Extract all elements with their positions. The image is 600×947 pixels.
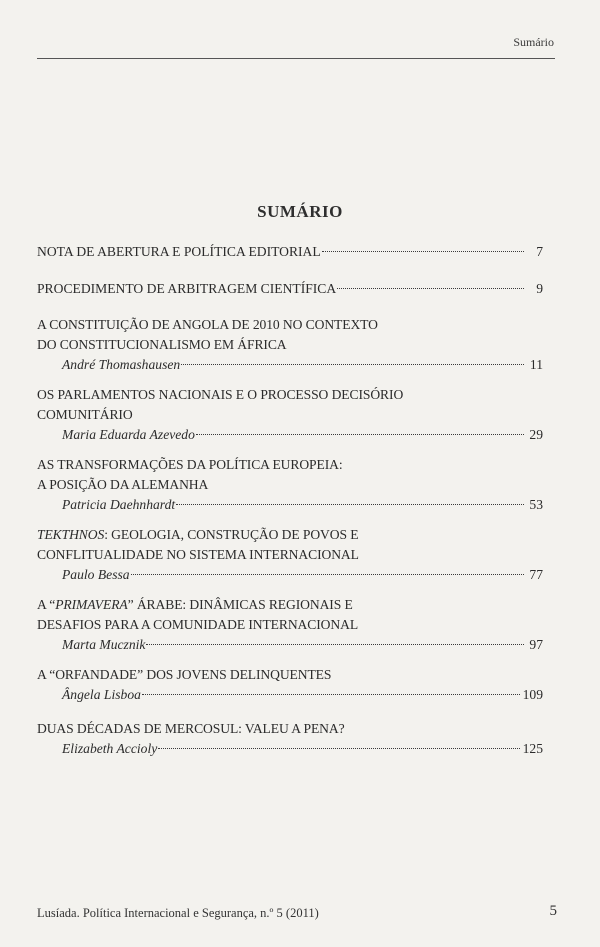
- leader-dots: [146, 644, 524, 645]
- leader-dots: [176, 504, 524, 505]
- toc-entry-author: Ângela Lisboa: [62, 687, 141, 702]
- leader-dots: [196, 434, 524, 435]
- toc-entry-title: NOTA DE ABERTURA E POLÍTICA EDITORIAL: [37, 244, 321, 259]
- leader-dots: [158, 748, 519, 749]
- toc-entry-title-line: A CONSTITUIÇÃO DE ANGOLA DE 2010 NO CONTEXTO: [37, 317, 378, 332]
- toc-page-number: 11: [529, 357, 543, 372]
- leader-dots: [322, 251, 524, 252]
- toc-entry-title-line: DO CONSTITUCIONALISMO EM ÁFRICA: [37, 337, 287, 352]
- toc-entry-author: Elizabeth Accioly: [62, 741, 158, 756]
- toc-entry-title: PROCEDIMENTO DE ARBITRAGEM CIENTÍFICA: [37, 281, 337, 296]
- toc-entry-title-line: A “ORFANDADE” DOS JOVENS DELINQUENTES: [37, 667, 332, 682]
- toc-entry[interactable]: [37, 385, 543, 445]
- toc-entry-author: Paulo Bessa: [62, 567, 130, 582]
- toc-entry[interactable]: [37, 595, 543, 655]
- toc-entry-title-line: CONFLITUALIDADE NO SISTEMA INTERNACIONAL: [37, 547, 359, 562]
- leader-dots: [181, 364, 524, 365]
- header-rule: [37, 58, 555, 59]
- toc-entry-author: Patricia Daehnhardt: [62, 497, 176, 512]
- toc-page-number: 9: [536, 281, 543, 296]
- toc-entry-title-line: AS TRANSFORMAÇÕES DA POLÍTICA EUROPEIA:: [37, 457, 343, 472]
- toc-entry[interactable]: [37, 455, 543, 515]
- toc-entry-author: André Thomashausen: [62, 357, 181, 372]
- toc-entry[interactable]: [37, 525, 543, 585]
- page-number: 5: [549, 903, 557, 919]
- toc-entry-author: Maria Eduarda Azevedo: [62, 427, 195, 442]
- toc-page-number: 29: [529, 427, 543, 442]
- toc-page-number: 77: [529, 567, 543, 582]
- toc-entry-title-line: OS PARLAMENTOS NACIONAIS E O PROCESSO DECISÓRIO: [37, 387, 404, 402]
- toc-entry[interactable]: [37, 242, 543, 262]
- toc-page-number: 109: [522, 687, 543, 702]
- toc-entry[interactable]: [37, 665, 543, 705]
- toc-entry[interactable]: [37, 315, 543, 375]
- toc-entry-title-line: COMUNITÁRIO: [37, 407, 133, 422]
- toc-entry-title-emphasis: PRIMAVERA: [55, 597, 128, 612]
- toc-entry-title-line: A POSIÇÃO DA ALEMANHA: [37, 477, 209, 492]
- toc-entry-author: Marta Mucznik: [62, 637, 146, 652]
- toc-page-number: 97: [529, 637, 543, 652]
- toc-entry[interactable]: [37, 719, 543, 759]
- toc-entry-title-line: TEKTHNOS: GEOLOGIA, CONSTRUÇÃO DE POVOS E: [37, 527, 359, 542]
- toc-entry-title-line: A “PRIMAVERA” ÁRABE: DINÂMICAS REGIONAIS E: [37, 597, 353, 612]
- toc-entry[interactable]: [37, 279, 543, 299]
- leader-dots: [142, 694, 520, 695]
- toc-entry-title-line: DUAS DÉCADAS DE MERCOSUL: VALEU A PENA?: [37, 721, 345, 736]
- journal-footer: Lusíada. Política Internacional e Segurança, n.º 5 (2011): [37, 906, 319, 920]
- toc-page-number: 53: [529, 497, 543, 512]
- toc-entry-title-line: DESAFIOS PARA A COMUNIDADE INTERNACIONAL: [37, 617, 359, 632]
- toc-entry-title-emphasis: TEKTHNOS: [37, 527, 105, 542]
- leader-dots: [131, 574, 524, 575]
- running-head: Sumário: [513, 35, 554, 49]
- leader-dots: [337, 288, 524, 289]
- page-title: SUMÁRIO: [257, 202, 343, 221]
- toc-page-number: 125: [522, 741, 543, 756]
- toc-page-number: 7: [536, 244, 543, 259]
